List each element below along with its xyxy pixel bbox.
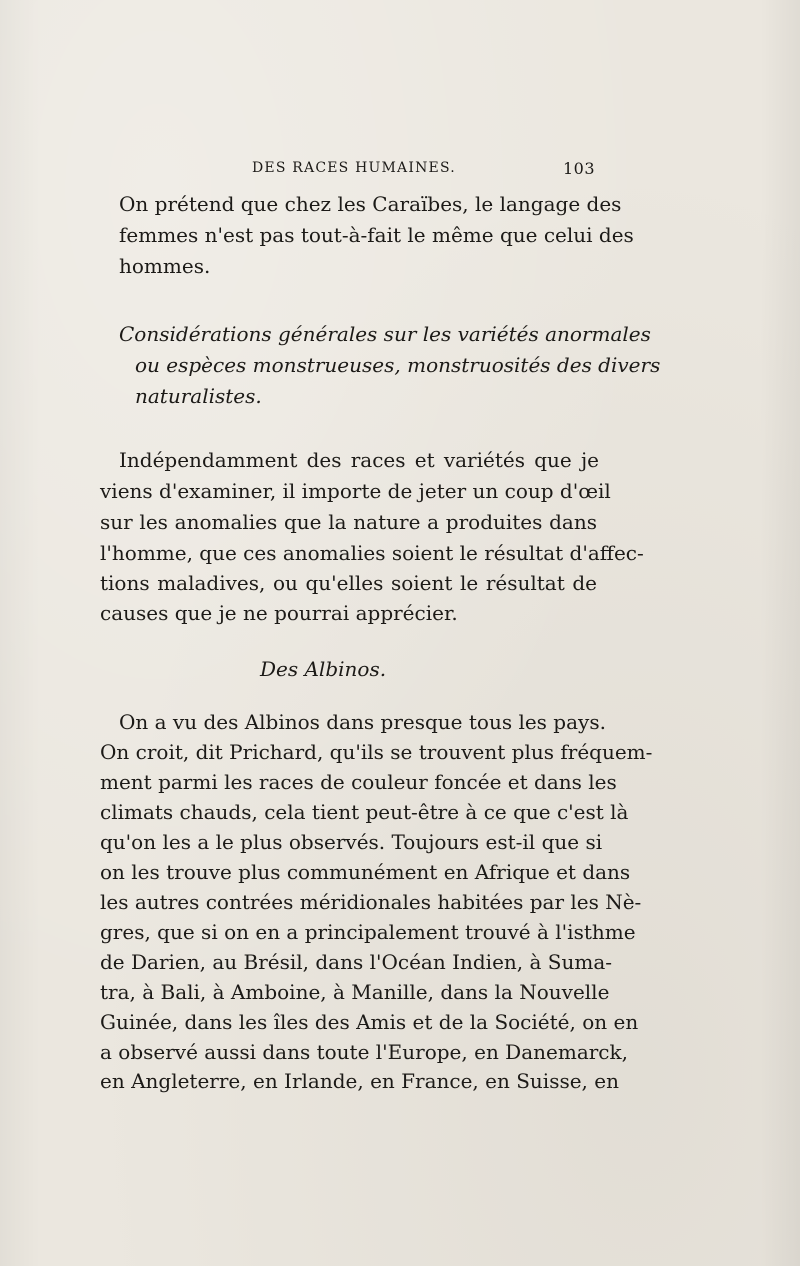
paragraph-1-line-3: hommes. <box>119 254 211 278</box>
paragraph-3-line-12: a observé aussi dans toute l'Europe, en Danemarck, <box>100 1040 628 1064</box>
paragraph-3-line-11: Guinée, dans les îles des Amis et de la Société, on en <box>100 1010 639 1034</box>
paragraph-2-line-2: viens d'examiner, il importe de jeter un coup d'œil <box>100 479 611 503</box>
paragraph-3-line-2: On croit, dit Prichard, qu'ils se trouvent plus fréquem- <box>100 740 653 764</box>
paragraph-2-line-3: sur les anomalies que la nature a produites dans <box>100 510 597 534</box>
paragraph-3-line-8: gres, que si on en a principalement trouvé à l'isthme <box>100 920 636 944</box>
paragraph-2-line-1: Indépendamment des races et variétés que je <box>119 448 599 472</box>
paragraph-1-line-1: On prétend que chez les Caraïbes, le langage des <box>119 192 622 216</box>
paragraph-3-line-7: les autres contrées méridionales habitées par les Nè- <box>100 890 642 914</box>
paragraph-3-line-4: climats chauds, cela tient peut-être à ce que c'est là <box>100 800 629 824</box>
subheading-albinos: Des Albinos. <box>260 657 387 681</box>
paragraph-2-line-5: tions maladives, ou qu'elles soient le résultat de <box>100 571 597 595</box>
running-header <box>252 160 595 182</box>
paragraph-3-line-3: ment parmi les races de couleur foncée et dans les <box>100 770 617 794</box>
paragraph-3-line-10: tra, à Bali, à Amboine, à Manille, dans la Nouvelle <box>100 980 610 1004</box>
section-heading-line-3: naturalistes. <box>135 384 262 408</box>
section-heading-line-1: Considérations générales sur les variétés anormales <box>119 322 651 346</box>
section-heading-line-2: ou espèces monstrueuses, monstruosités des divers <box>135 353 661 377</box>
paragraph-3-line-5: qu'on les a le plus observés. Toujours est-il que si <box>100 830 603 854</box>
running-title: DES RACES HUMAINES. <box>252 160 456 176</box>
paragraph-2-line-4: l'homme, que ces anomalies soient le résultat d'affec- <box>100 541 644 565</box>
paragraph-1-line-2: femmes n'est pas tout-à-fait le même que celui des <box>119 223 634 247</box>
page-number: 103 <box>562 159 595 178</box>
paragraph-3-line-1: On a vu des Albinos dans presque tous les pays. <box>119 710 606 734</box>
paragraph-3-line-13: en Angleterre, en Irlande, en France, en Suisse, en <box>100 1069 619 1093</box>
paragraph-3-line-6: on les trouve plus communément en Afrique et dans <box>100 860 631 884</box>
paragraph-2-line-6: causes que je ne pourrai apprécier. <box>100 601 458 625</box>
paragraph-3-line-9: de Darien, au Brésil, dans l'Océan Indien, à Suma- <box>100 950 613 974</box>
